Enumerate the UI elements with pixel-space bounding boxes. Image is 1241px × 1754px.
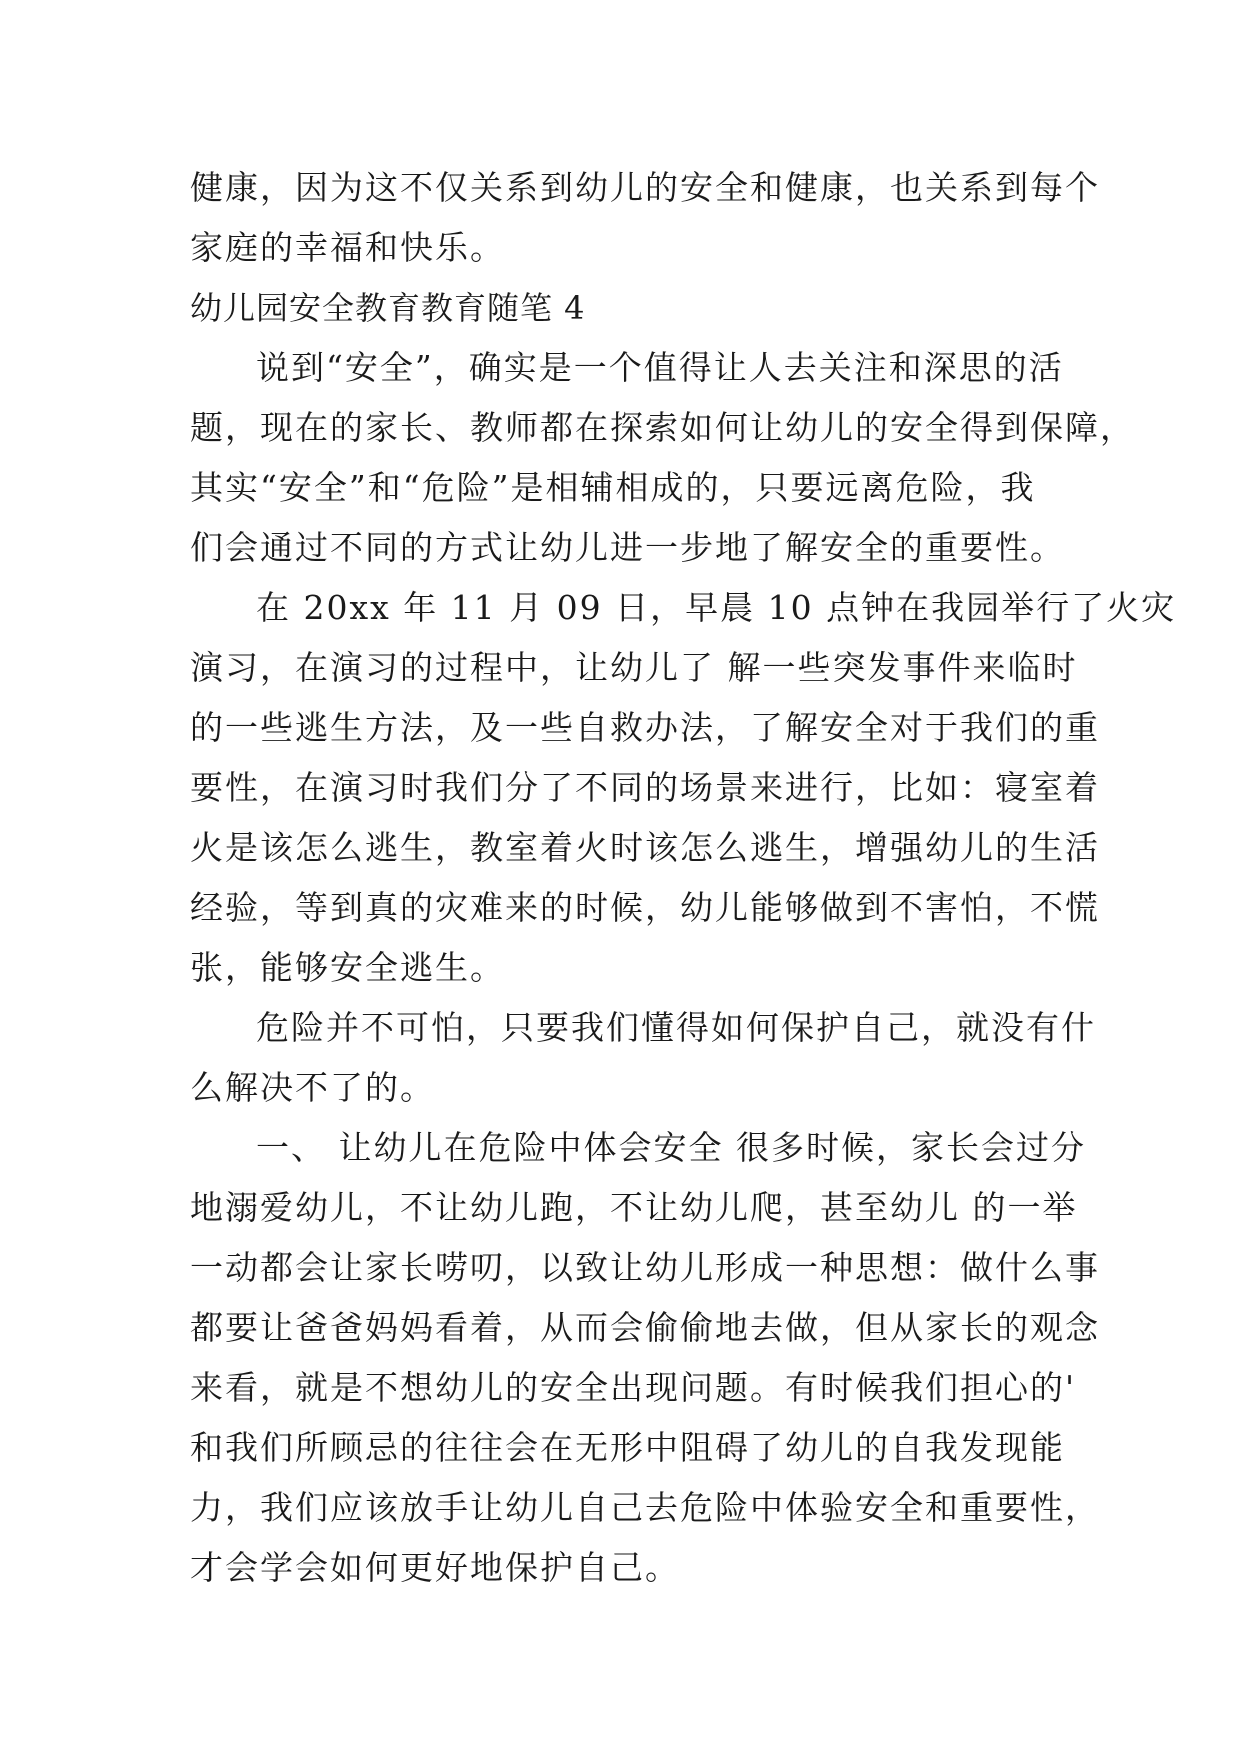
text-line: 火是该怎么逃生，教室着火时该怎么逃生，增强幼儿的生活 (190, 828, 1100, 867)
text-line: 地溺爱幼儿，不让幼儿跑，不让幼儿爬，甚至幼儿 的一举 (190, 1188, 1078, 1227)
text-line: 一动都会让家长唠叨，以致让幼儿形成一种思想：做什么事 (190, 1248, 1100, 1287)
text-line: 都要让爸爸妈妈看着，从而会偷偷地去做，但从家长的观念 (190, 1308, 1100, 1347)
text-line: 演习，在演习的过程中，让幼儿了 解一些突发事件来临时 (190, 648, 1078, 687)
text-line: 健康，因为这不仅关系到幼儿的安全和健康，也关系到每个 (190, 168, 1100, 207)
text-line: 的一些逃生方法，及一些自救办法，了解安全对于我们的重 (190, 708, 1100, 747)
document-body (190, 158, 1177, 1598)
section-heading: 幼儿园安全教育教育随笔 4 (190, 289, 586, 327)
text-line: 张，能够安全逃生。 (190, 948, 505, 987)
text-line: 题，现在的家长、教师都在探索如何让幼儿的安全得到保障， (190, 408, 1135, 447)
text-line: 危险并不可怕，只要我们懂得如何保护自己，就没有什 (256, 1008, 1096, 1047)
text-line: 和我们所顾忌的往往会在无形中阻碍了幼儿的自我发现能 (190, 1428, 1065, 1467)
paragraph (190, 998, 1096, 1118)
text-line: 家庭的幸福和快乐。 (190, 228, 505, 267)
paragraph-continuation (190, 158, 1100, 278)
text-line: 经验，等到真的灾难来的时候，幼儿能够做到不害怕，不慌 (190, 888, 1100, 927)
text-line: 力，我们应该放手让幼儿自己去危险中体验安全和重要性， (190, 1488, 1100, 1527)
text-line: 们会通过不同的方式让幼儿进一步地了解安全的重要性。 (190, 528, 1065, 567)
text-line: 来看，就是不想幼儿的安全出现问题。有时候我们担心的' (190, 1368, 1077, 1407)
paragraph (190, 578, 1177, 998)
text-line: 么解决不了的。 (190, 1068, 435, 1107)
paragraph (190, 338, 1135, 578)
text-line: 在 20xx 年 11 月 09 日，早晨 10 点钟在我园举行了火灾 (256, 588, 1177, 627)
text-line: 要性，在演习时我们分了不同的场景来进行，比如：寝室着 (190, 768, 1100, 807)
text-line: 其实“安全”和“危险”是相辅相成的，只要远离危险，我 (190, 468, 1036, 507)
section-title (190, 278, 1050, 338)
text-line: 说到“安全”，确实是一个值得让人去关注和深思的活 (256, 348, 1064, 387)
text-line: 才会学会如何更好地保护自己。 (190, 1548, 680, 1587)
text-line: 一、 让幼儿在危险中体会安全 很多时候，家长会过分 (256, 1128, 1086, 1167)
paragraph (190, 1118, 1100, 1598)
